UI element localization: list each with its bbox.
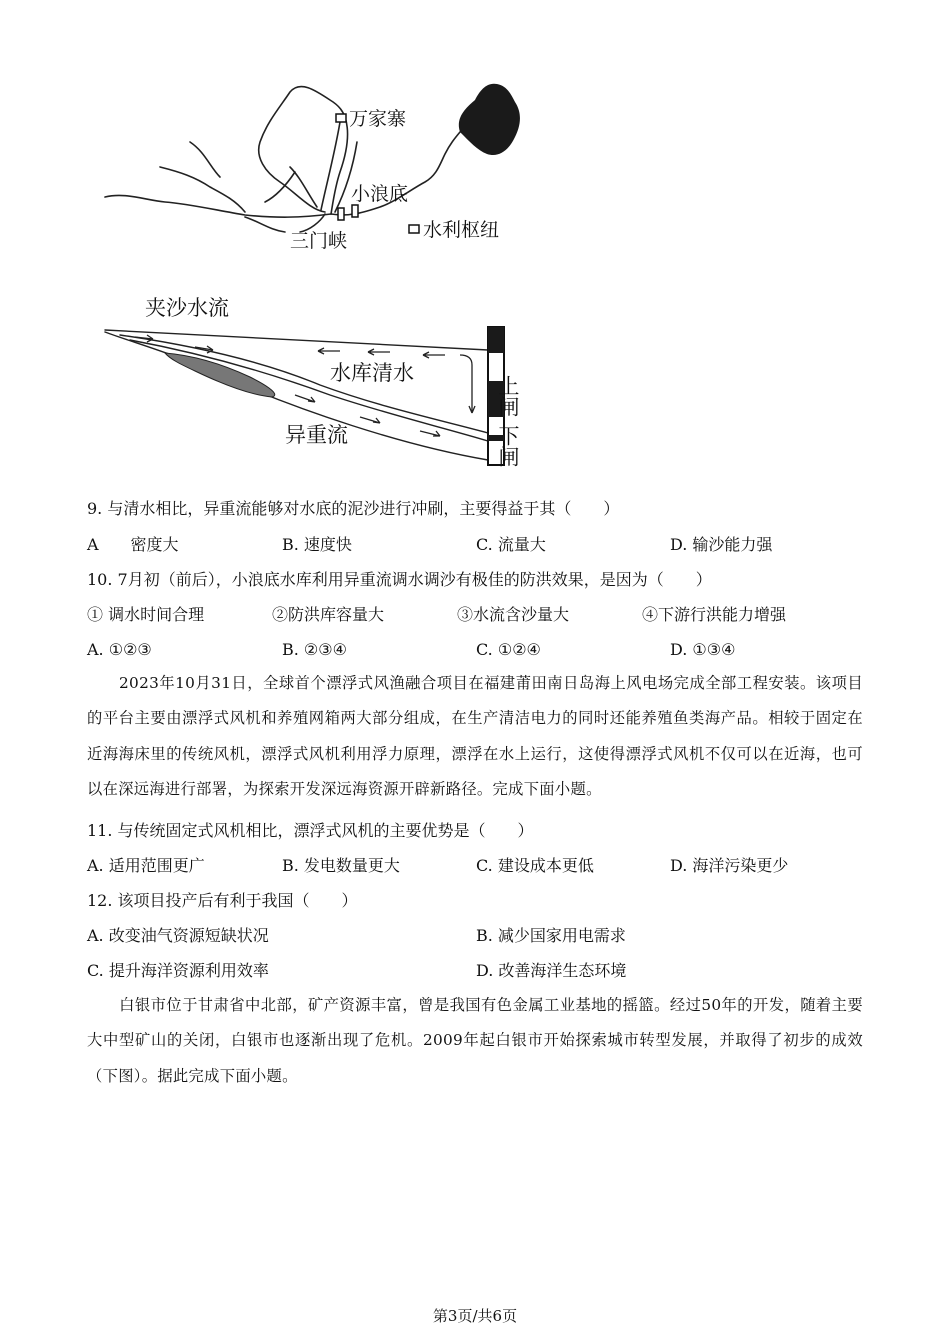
q11-option-a: A. 适用范围更广 [87, 856, 205, 875]
q10-option-c: C. ①②④ [476, 640, 541, 659]
q10-statement-4: ④下游行洪能力增强 [642, 605, 787, 624]
q12-option-c: C. 提升海洋资源利用效率 [87, 961, 269, 980]
label-density-current: 异重流 [285, 423, 348, 447]
river-east-branch [331, 117, 347, 214]
yellow-river-map [95, 72, 525, 257]
q10-option-b: B. ②③④ [282, 640, 347, 659]
label-lower-gate: 下闸 [496, 425, 520, 467]
label-wanjiazhai: 万家寨 [349, 108, 407, 130]
river-tributary-w2 [160, 167, 245, 212]
q12-option-a: A. 改变油气资源短缺状况 [87, 926, 269, 945]
label-xiaolangdi: 小浪底 [351, 183, 409, 205]
reservoir-section-diagram [100, 285, 540, 470]
passage-floating-wind: 2023年10月31日，全球首个漂浮式风渔融合项目在福建莆田南日岛海上风电场完成全部工程安装。该项目的平台主要由漂浮式风机和养殖网箱两大部分组成，在生产清洁电力的同时还能养殖鱼类海产品。相较于固定在近海海床里的传统风机，漂浮式风机利用浮力原理，漂浮在水上运行，这使得漂浮式风机不仅可以在近海，也可以在深远海进行部署，为探索开发深远海资源开辟新路径。完成下面小题。 [87, 674, 863, 799]
river-tributary-w3 [190, 142, 220, 177]
label-legend-dam: 水利枢纽 [423, 219, 500, 241]
q9-option-a: A 密度大 [87, 535, 179, 554]
passage-baiyin-city: 白银市位于甘肃省中北部，矿产资源丰富，曾是我国有色金属工业基地的摇篮。经过50年的开发，随着主要大中型矿山的关闭，白银市也逐渐出现了危机。2009年起白银市开始探索城市转型发展，并取得了初步的成效（下图）。据此完成下面小题。 [87, 996, 863, 1085]
legend-dam-marker [409, 225, 419, 233]
dam-marker-wanjiazhai [336, 114, 346, 122]
q10-statement-2: ②防洪库容量大 [272, 605, 385, 624]
question-10-stem: 10. 7月初（前后），小浪底水库利用异重流调水调沙有极佳的防洪效果，是因为（ ） [87, 570, 712, 589]
sea-shape [459, 84, 520, 155]
q12-option-d: D. 改善海洋生态环境 [476, 961, 627, 980]
river-tributary-s1 [245, 217, 285, 232]
q12-option-b: B. 减少国家用电需求 [476, 926, 626, 945]
q10-option-d: D. ①③④ [670, 640, 736, 659]
q11-option-c: C. 建设成本更低 [476, 856, 594, 875]
question-9-stem: 9. 与清水相比，异重流能够对水底的泥沙进行冲刷，主要得益于其（ ） [87, 499, 620, 518]
q9-option-d: D. 输沙能力强 [670, 535, 773, 554]
label-clear-water: 水库清水 [330, 361, 414, 385]
river-tributary-wei [105, 195, 331, 217]
page-footer: 第3页/共6页 [432, 1307, 518, 1325]
river-tributary-w5 [321, 122, 340, 210]
q11-option-b: B. 发电数量更大 [282, 856, 400, 875]
q10-option-a: A. ①②③ [87, 640, 152, 659]
q11-option-d: D. 海洋污染更少 [670, 856, 789, 875]
label-upper-gate: 上闸 [496, 375, 520, 417]
dam-marker-sanmenxia [338, 208, 344, 220]
label-sanmenxia: 三门峡 [290, 230, 348, 252]
dam-marker-xiaolangdi [352, 205, 358, 217]
q9-option-c: C. 流量大 [476, 535, 546, 554]
question-12-stem: 12. 该项目投产后有利于我国（ ） [87, 891, 358, 910]
river-main-stem [259, 87, 345, 212]
q9-option-b: B. 速度快 [282, 535, 352, 554]
q10-statement-3: ③水流含沙量大 [457, 605, 570, 624]
river-tributary-n [265, 172, 295, 202]
label-inflow: 夹沙水流 [145, 296, 229, 320]
q10-statement-1: ① 调水时间合理 [87, 605, 205, 624]
question-11-stem: 11. 与传统固定式风机相比，漂浮式风机的主要优势是（ ） [87, 821, 534, 840]
